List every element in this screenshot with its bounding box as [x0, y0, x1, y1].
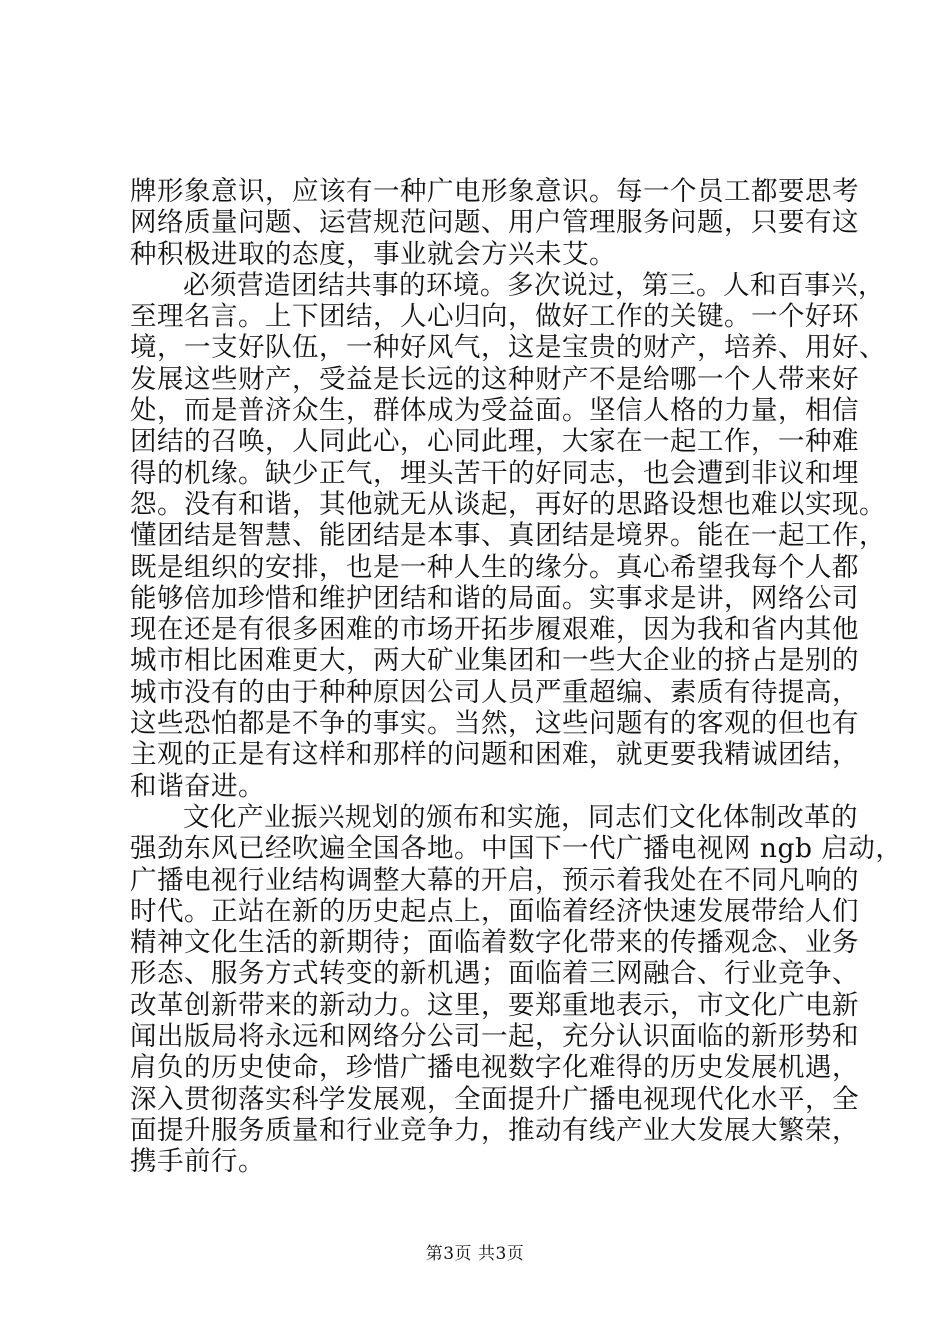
- text-line: 处，而是普济众生，群体成为受益面。坚信人格的力量，相信: [130, 395, 859, 427]
- text-line: 形态、服务方式转变的新机遇；面临着三网融合、行业竞争、: [130, 958, 859, 990]
- text-line: 网络质量问题、运营规范问题、用户管理服务问题，只要有这: [130, 207, 859, 239]
- text-line: 至理名言。上下团结，人心归向，做好工作的关键。一个好环: [130, 301, 859, 333]
- text-line: 发展这些财产，受益是长远的这种财产不是给哪一个人带来好: [130, 363, 859, 395]
- text-line: 面提升服务质量和行业竞争力，推动有线产业大发展大繁荣，: [130, 1114, 859, 1146]
- text-line: 精神文化生活的新期待；面临着数字化带来的传播观念、业务: [130, 927, 859, 959]
- paragraph-start-line: 文化产业振兴规划的颁布和实施，同志们文化体制改革的: [183, 801, 858, 833]
- text-line: 城市没有的由于种种原因公司人员严重超编、素质有待提高，: [130, 676, 859, 708]
- text-line: 城市相比困难更大，两大矿业集团和一些大企业的挤占是别的: [130, 645, 859, 677]
- text-line: 懂团结是智慧、能团结是本事、真团结是境界。能在一起工作，: [130, 520, 886, 552]
- text-line: 团结的召唤，人同此心，心同此理，大家在一起工作，一种难: [130, 426, 859, 458]
- text-line: 携手前行。: [130, 1146, 265, 1178]
- text-line: 强劲东风已经吹遍全国各地。中国下一代广播电视网 ngb 启动，: [130, 833, 903, 865]
- text-line: 种积极进取的态度，事业就会方兴未艾。: [130, 238, 616, 270]
- text-line: 时代。正站在新的历史起点上，面临着经济快速发展带给人们: [130, 895, 859, 927]
- page-number-footer: 第3页 共3页: [425, 1244, 525, 1264]
- text-line: 这些恐怕都是不争的事实。当然，这些问题有的客观的但也有: [130, 708, 859, 740]
- text-line: 现在还是有很多困难的市场开拓步履艰难，因为我和省内其他: [130, 614, 859, 646]
- text-line: 闻出版局将永远和网络分公司一起，充分认识面临的新形势和: [130, 1021, 859, 1053]
- text-line: 境，一支好队伍，一种好风气，这是宝贵的财产，培养、用好、: [130, 332, 886, 364]
- text-line: 广播电视行业结构调整大幕的开启，预示着我处在不同凡响的: [130, 864, 859, 896]
- text-line: 得的机缘。缺少正气，埋头苦干的好同志，也会遭到非议和埋: [130, 457, 859, 489]
- text-line: 深入贯彻落实科学发展观，全面提升广播电视现代化水平，全: [130, 1083, 859, 1115]
- text-line: 和谐奋进。: [130, 770, 265, 802]
- text-line: 肩负的历史使命，珍惜广播电视数字化难得的历史发展机遇，: [130, 1052, 859, 1084]
- paragraph-start-line: 必须营造团结共事的环境。多次说过，第三。人和百事兴，: [183, 269, 885, 301]
- text-line: 怨。没有和谐，其他就无从谈起，再好的思路设想也难以实现。: [130, 488, 886, 520]
- text-line: 牌形象意识，应该有一种广电形象意识。每一个员工都要思考: [130, 176, 859, 207]
- text-line: 既是组织的安排，也是一种人生的缘分。真心希望我每个人都: [130, 551, 859, 583]
- text-line: 能够倍加珍惜和维护团结和谐的局面。实事求是讲，网络公司: [130, 582, 859, 614]
- text-line: 改革创新带来的新动力。这里，要郑重地表示，市文化广电新: [130, 989, 859, 1021]
- text-line: 主观的正是有这样和那样的问题和困难，就更要我精诚团结，: [130, 739, 859, 771]
- document-body: [130, 176, 903, 1178]
